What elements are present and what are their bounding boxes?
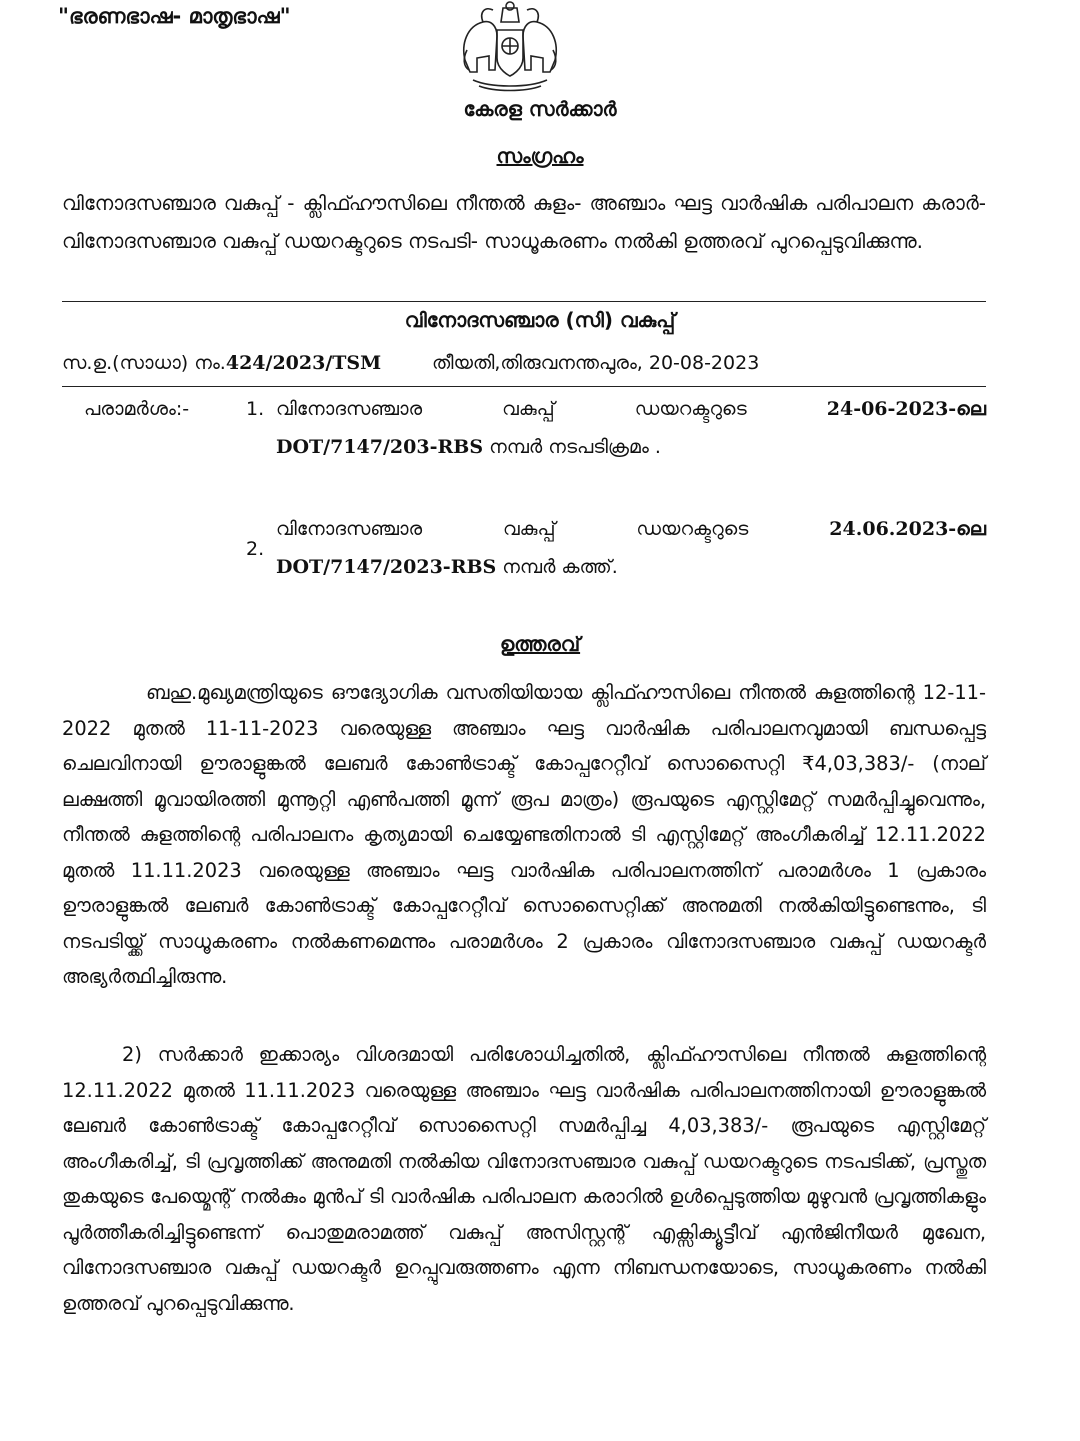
order-prefix: സ.ഉ.(സാധാ) നം. bbox=[62, 352, 226, 374]
reference-word: വിനോദസഞ്ചാര bbox=[276, 398, 423, 420]
reference-line bbox=[276, 398, 986, 420]
order-paragraph-1: ബഹു.മുഖ്യമന്ത്രിയുടെ ഔദ്യോഗിക വസതിയിയായ ക്ലിഫ്ഹൗസിലെ നീന്തൽ കുളത്തിന്റെ 12-11-2022 മുതൽ 11-11-2023 വരെയുള്ള അഞ്ചാം ഘട്ട വാർഷിക പരിപാലനവുമായി ബന്ധപ്പെട്ട ചെലവിനായി ഊരാളുങ്കൽ ലേബർ കോൺട്രാക്ട് കോപ്പറേറ്റീവ് സൊസൈറ്റി ₹4,03,383/- (നാല് ലക്ഷത്തി മൂവായിരത്തി മുന്നൂറ്റി എൺപത്തി മൂന്ന് രൂപ മാത്രം) രൂപയുടെ എസ്റ്റിമേറ്റ് സമർപ്പിച്ചുവെന്നും, നീന്തൽ കുളത്തിന്റെ പരിപാലനം കൃത്യമായി ചെയ്യേണ്ടതിനാൽ ടി എസ്റ്റിമേറ്റ് അംഗീകരിച്ച് 12.11.2022 മുതൽ 11.11.2023 വരെയുള്ള അഞ്ചാം ഘട്ട വാർഷിക പരിപാലനത്തിന് പരാമർശം 1 പ്രകാരം ഊരാളുങ്കൽ ലേബർ കോൺട്രാക്ട് കോപ്പറേറ്റീവ് സൊസൈറ്റിക്ക് അനുമതി നൽകിയിട്ടുണ്ടെന്നും, ടി നടപടിയ്ക്ക് സാധൂകരണം നൽകണമെന്നും പരാമർശം 2 പ്രകാരം വിനോദസഞ്ചാര വകുപ്പ് ഡയറക്ടർ അഭ്യർത്ഥിച്ചിരുന്നു. bbox=[62, 681, 986, 988]
reference-word: ഡയറക്ടറുടെ bbox=[636, 518, 749, 540]
reference-detail bbox=[276, 436, 661, 458]
reference-number: 2. bbox=[246, 538, 265, 560]
title-text: സംഗ്രഹം bbox=[496, 144, 584, 168]
bottom-divider bbox=[62, 386, 986, 387]
reference-number: 1. bbox=[246, 398, 265, 420]
reference-detail bbox=[276, 556, 618, 578]
references-label: പരാമർശം:- bbox=[84, 398, 190, 420]
document-title bbox=[0, 144, 1080, 168]
order-heading bbox=[0, 632, 1080, 656]
motto-text: "ഭരണഭാഷ- മാതൃഭാഷ" bbox=[58, 4, 291, 28]
reference-code: DOT/7147/203-RBS bbox=[276, 436, 484, 458]
reference-tail: നമ്പർ കത്ത്. bbox=[496, 556, 618, 578]
order-date: തീയതി,തിരുവനന്തപുരം, 20-08-2023 bbox=[432, 352, 760, 374]
reference-code: DOT/7147/2023-RBS bbox=[276, 556, 497, 578]
order-paragraph-2: 2) സർക്കാർ ഇക്കാര്യം വിശദമായി പരിശോധിച്ചതിൽ, ക്ലിഫ്ഹൗസിലെ നീന്തൽ കുളത്തിന്റെ 12.11.2022 മുതൽ 11.11.2023 വരെയുള്ള അഞ്ചാം ഘട്ട വാർഷിക പരിപാലനത്തിനായി ഊരാളുങ്കൽ ലേബർ കോൺട്രാക്ട് കോപ്പറേറ്റീവ് സൊസൈറ്റി സമർപ്പിച്ച 4,03,383/- രൂപയുടെ എസ്റ്റിമേറ്റ് അംഗീകരിച്ച്, ടി പ്രവൃത്തിക്ക് അനുമതി നൽകിയ വിനോദസഞ്ചാര വകുപ്പ് ഡയറക്ടറുടെ നടപടിക്ക്, പ്രസ്തുത തുകയുടെ പേയ്മെന്റ് നൽകും മുൻപ് ടി വാർഷിക പരിപാലന കരാറിൽ ഉൾപ്പെടുത്തിയ മുഴുവൻ പ്രവൃത്തികളും പൂർത്തീകരിച്ചിട്ടുണ്ടെന്ന് പൊതുമരാമത്ത് വകുപ്പ് അസിസ്റ്റന്റ് എക്സിക്യൂട്ടീവ് എൻജിനീയർ മുഖേന, വിനോദസഞ്ചാര വകുപ്പ് ഡയറക്ടർ ഉറപ്പുവരുത്തണം എന്ന നിബന്ധനയോടെ, സാധൂകരണം നൽകി ഉത്തരവ് പുറപ്പെടുവിക്കുന്നു. bbox=[62, 1043, 986, 1315]
order-number-value: 424/2023/TSM bbox=[225, 352, 382, 374]
order-number bbox=[62, 352, 381, 374]
kerala-emblem-icon bbox=[455, 0, 565, 92]
reference-line bbox=[276, 518, 986, 540]
reference-word: വകുപ്പ് bbox=[502, 398, 555, 420]
reference-date: 24.06.2023-ലെ bbox=[829, 518, 986, 540]
reference-date: 24-06-2023-ലെ bbox=[826, 398, 986, 420]
department-name: വിനോദസഞ്ചാര (സി) വകുപ്പ് bbox=[404, 308, 676, 332]
subject-paragraph: വിനോദസഞ്ചാര വകുപ്പ് - ക്ലിഫ്ഹൗസിലെ നീന്തൽ കുളം- അഞ്ചാം ഘട്ട വാർഷിക പരിപാലന കരാർ-വിനോദസഞ്ചാര വകുപ്പ് ഡയറക്ടറുടെ നടപടി- സാധൂകരണം നൽകി ഉത്തരവ് പുറപ്പെടുവിക്കുന്നു. bbox=[62, 191, 986, 253]
reference-word: വിനോദസഞ്ചാര bbox=[276, 518, 423, 540]
reference-tail: നമ്പർ നടപടിക്രമം . bbox=[483, 436, 661, 458]
reference-word: ഡയറക്ടറുടെ bbox=[634, 398, 747, 420]
top-divider bbox=[62, 301, 986, 302]
order-heading-text: ഉത്തരവ് bbox=[499, 632, 581, 656]
reference-word: വകുപ്പ് bbox=[503, 518, 556, 540]
government-name: കേരള സർക്കാർ bbox=[463, 97, 617, 121]
